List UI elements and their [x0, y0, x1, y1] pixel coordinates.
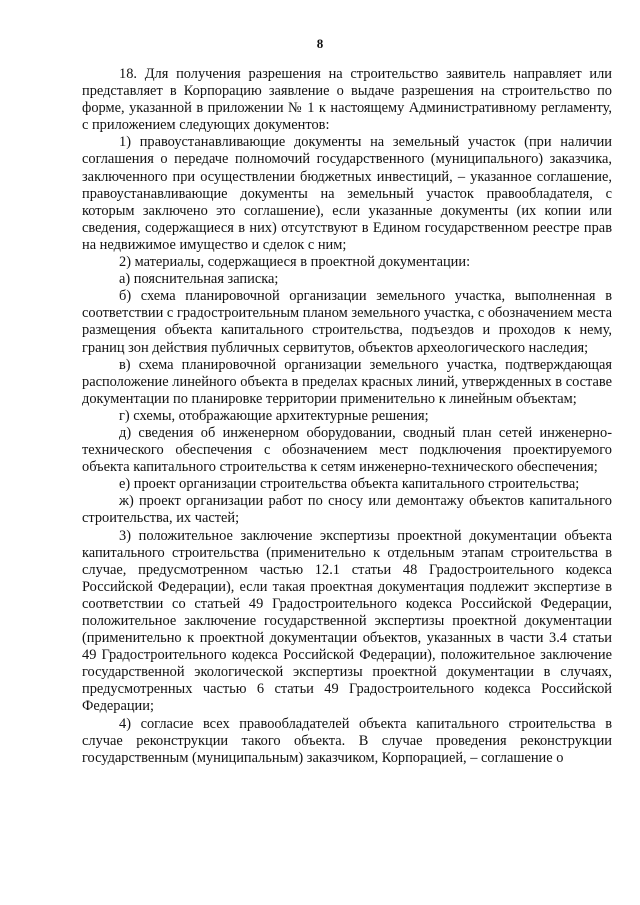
paragraph-subitem-2: 2) материалы, содержащиеся в проектной документации:	[119, 254, 471, 271]
document-body	[82, 66, 612, 767]
paragraph-subitem-2b: б) схема планировочной организации земельного участка, выполненная в соответствии с градостроительным планом земельного участка, с обозначением места размещения объекта капитального строительства, подъездов и проходов к нему, границ зон действия публичных сервитутов, объектов археологического наследия;	[82, 288, 612, 356]
paragraph-subitem-2g: г) схемы, отображающие архитектурные решения;	[119, 407, 429, 424]
paragraph-subitem-2d: д) сведения об инженерном оборудовании, сводный план сетей инженерно-технического обеспечения с обозначением мест подключения проектируемого объекта капитального строительства к сетям инженерно-технического обеспечения;	[82, 424, 612, 476]
page-number: 8	[316, 36, 324, 51]
paragraph-subitem-2v: в) схема планировочной организации земельного участка, подтверждающая расположение линейного объекта в пределах красных линий, утвержденных в составе документации по планировке территории применительно к линейным объектам;	[82, 356, 612, 407]
paragraph-subitem-2zh: ж) проект организации работ по сносу или демонтажу объектов капитального строительства, их частей;	[82, 493, 612, 527]
paragraph-subitem-3: 3) положительное заключение экспертизы проектной документации объекта капитального строительства (применительно к отдельным этапам строительства в случае, предусмотренном частью 12.1 статьи 48 Градостроительного кодекса Российской Федерации), если такая проектная документация подлежит экспертизе в соответствии со статьей 49 Градостроительного кодекса Российской Федерации, положительное заключение государственной экспертизы проектной документации (применительно к проектной документации объектов, указанных в части 3.4 статьи 49 Градостроительного кодекса Российской Федерации), положительное заключение государственной экологической экспертизы проектной документации в случаях, предусмотренных частью 6 статьи 49 Градостроительного кодекса Российской Федерации;	[82, 527, 612, 715]
paragraph-subitem-2a: а) пояснительная записка;	[119, 271, 279, 288]
paragraph-subitem-2e: е) проект организации строительства объекта капитального строительства;	[119, 476, 580, 493]
paragraph-subitem-4: 4) согласие всех правообладателей объекта капитального строительства в случае реконструкции такого объекта. В случае проведения реконструкции государственным (муниципальным) заказчиком, Корпорацией, – соглашение о	[82, 715, 612, 766]
paragraph-subitem-1: 1) правоустанавливающие документы на земельный участок (при наличии соглашения о передаче полномочий государственного (муниципального) заказчика, заключенного при осуществлении бюджетных инвестиций, – указанное соглашение, правоустанавливающие документы на земельный участок правообладателя, с которым заключено это соглашение), если указанные документы (их копии или сведения, содержащиеся в них) отсутствуют в Едином государственном реестре прав на недвижимое имущество и сделок с ним;	[82, 134, 612, 253]
paragraph-item-18: 18. Для получения разрешения на строительство заявитель направляет или представляет в Корпорацию заявление о выдаче разрешения на строительство по форме, указанной в приложении № 1 к настоящему Административному регламенту, с приложением следующих документов:	[82, 66, 612, 134]
